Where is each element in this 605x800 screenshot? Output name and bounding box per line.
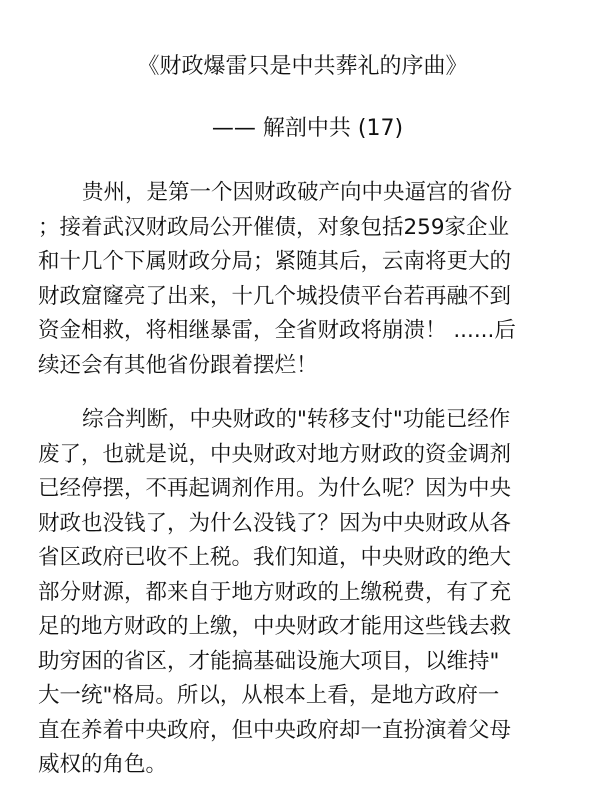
paragraph-line: 部分财源，都来自于地方财政的上缴税费，有了充 [38, 579, 512, 605]
paragraph-line: 贵州，是第一个因财政破产向中央逼宫的省份 [82, 180, 513, 205]
paragraph-line: 省区政府已收不上税。我们知道，中央财政的绝大 [38, 545, 512, 570]
paragraph-line: 威权的角色。 [38, 752, 168, 777]
paragraph-line: 综合判断，中央财政的"转移支付"功能已经作 [82, 407, 511, 432]
paragraph-line: 大一统"格局。所以，从根本上看，是地方政府一 [38, 683, 500, 708]
paragraph-line: 资金相救，将相继暴雷，全省财政将崩溃！ ......后 [38, 318, 516, 343]
paragraph-line: 财政也没钱了，为什么没钱了？因为中央财政从各 [38, 510, 512, 536]
paragraph-2 [38, 403, 578, 783]
document-title: 《财政爆雷只是中共葬礼的序曲》 [137, 54, 468, 79]
paragraph-line: 助穷困的省区，才能搞基础设施大项目，以维持" [38, 648, 500, 674]
paragraph-line: 续还会有其他省份跟着摆烂！ [38, 352, 318, 378]
paragraph-line: 财政窟窿亮了出来，十几个城投债平台若再融不到 [38, 283, 512, 309]
paragraph-line: 已经停摆，不再起调剂作用。为什么呢？因为中央 [38, 476, 512, 501]
paragraph-line: 和十几个下属财政分局；紧随其后，云南将更大的 [38, 249, 512, 274]
document-subtitle: —— 解剖中共 (17) [211, 116, 404, 141]
paragraph-1 [38, 176, 578, 383]
paragraph-line: 直在养着中央政府，但中央政府却一直扮演着父母 [38, 717, 512, 743]
paragraph-line: 废了，也就是说，中央财政对地方财政的资金调剂 [38, 441, 512, 467]
paragraph-line: ；接着武汉财政局公开催债，对象包括259家企业 [38, 214, 510, 240]
paragraph-line: 足的地方财政的上缴，中央财政才能用这些钱去救 [38, 614, 512, 639]
